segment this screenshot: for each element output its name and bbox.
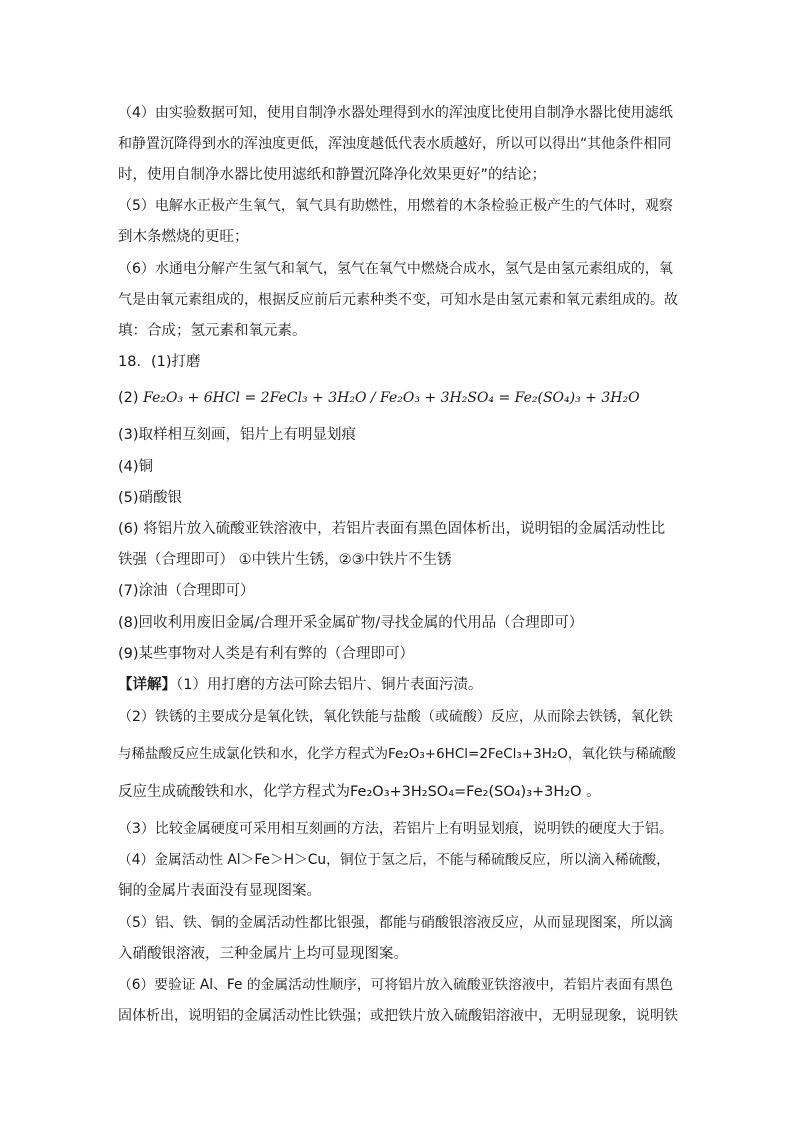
q18-answer1: 18．(1)打磨	[118, 354, 201, 370]
q18-answer6-line2: 铁强（合理即可） ①中铁片生锈，②③中铁片不生锈	[118, 552, 452, 568]
q17-part4-line2: 和静置沉降得到水的浑浊度更低，浑浊度越低代表水质越好，所以可以得出“其他条件相同	[118, 136, 672, 152]
detail-part1	[118, 675, 678, 695]
q18-answer2	[118, 388, 678, 408]
q18-answer3: (3)取样相互刻画，铝片上有明显划痕	[118, 427, 357, 443]
q18-answer9: (9)某些事物对人类是有利有弊的（合理即可）	[118, 646, 415, 662]
q17-part4-line3: 时，使用自制净水器比使用滤纸和静置沉降净化效果更好”的结论；	[118, 167, 547, 183]
q18-answer6-line1: (6) 将铝片放入硫酸亚铁溶液中，若铝片表面有黑色固体析出，说明铝的金属活动性比	[118, 521, 666, 537]
q18-answer7: (7)涂油（合理即可）	[118, 583, 255, 599]
detail-part2-line1: （2）铁锈的主要成分是氧化铁，氧化铁能与盐酸（或硫酸）反应，从而除去铁锈，氧化铁	[118, 709, 673, 725]
detail-part4-line2: 铜的金属片表面没有显现图案。	[118, 883, 321, 899]
detail-part2-line3: 反应生成硫酸铁和水，化学方程式为Fe₂O₃+3H₂SO₄=Fe₂(SO₄)₃+3H₂O 。	[118, 784, 601, 800]
q17-part4-line1: （4）由实验数据可知，使用自制净水器处理得到水的浑浊度比使用自制净水器比使用滤纸	[118, 105, 673, 121]
detail-part6-line2: 固体析出，说明铝的金属活动性比铁强；或把铁片放入硫酸铝溶液中，无明显现象，说明铁	[118, 1008, 678, 1024]
q17-part6-line1: （6）水通电分解产生氢气和氧气，氢气在氧气中燃烧合成水，氢气是由氢元素组成的，氧	[118, 261, 673, 277]
detail-part4-line1: （4）金属活动性 Al＞Fe＞H＞Cu，铜位于氢之后，不能与稀硫酸反应，所以滴入稀硫酸，	[118, 852, 670, 868]
q18-answer5: (5)硝酸银	[118, 490, 183, 506]
detail-part6-line1: （6）要验证 Al、Fe 的金属活动性顺序，可将铝片放入硫酸亚铁溶液中，若铝片表面有黑色	[118, 977, 674, 993]
detail-part5-line1: （5）铝、铁、铜的金属活动性都比银强，都能与硝酸银溶液反应，从而显现图案，所以滴	[118, 915, 673, 931]
detail-part2-line2: 与稀盐酸反应生成氯化铁和水，化学方程式为Fe₂O₃+6HCl=2FeCl₃+3H₂O，氧化铁与稀硫酸	[118, 746, 676, 762]
q18-answer2-equation: Fe₂O₃ + 6HCl = 2FeCl₃ + 3H₂O / Fe₂O₃ + 3H₂SO₄ = Fe₂(SO₄)₃ + 3H₂O	[143, 390, 640, 406]
q17-part5-line1: （5）电解水正极产生氧气，氧气具有助燃性，用燃着的木条检验正极产生的气体时，观察	[118, 198, 673, 214]
detail-part5-line2: 入硝酸银溶液，三种金属片上均可显现图案。	[118, 946, 408, 962]
q17-part6-line3: 填：合成；氢元素和氧元素。	[118, 323, 307, 339]
detail-part1-text: （1）用打磨的方法可除去铝片、铜片表面污渍。	[176, 677, 483, 693]
q18-answer8: (8)回收利用废旧金属/合理开采金属矿物/寻找金属的代用品（合理即可）	[118, 615, 584, 631]
q18-answer2-label: (2)	[118, 390, 139, 406]
q18-answer4: (4)铜	[118, 459, 154, 475]
detail-heading: 【详解】	[118, 677, 176, 693]
q17-part6-line2: 气是由氧元素组成的，根据反应前后元素种类不变，可知水是由氢元素和氧元素组成的。故	[118, 292, 678, 308]
q17-part5-line2: 到木条燃烧的更旺；	[118, 229, 249, 245]
detail-part3: （3）比较金属硬度可采用相互刻画的方法，若铝片上有明显划痕，说明铁的硬度大于铝。	[118, 821, 673, 837]
